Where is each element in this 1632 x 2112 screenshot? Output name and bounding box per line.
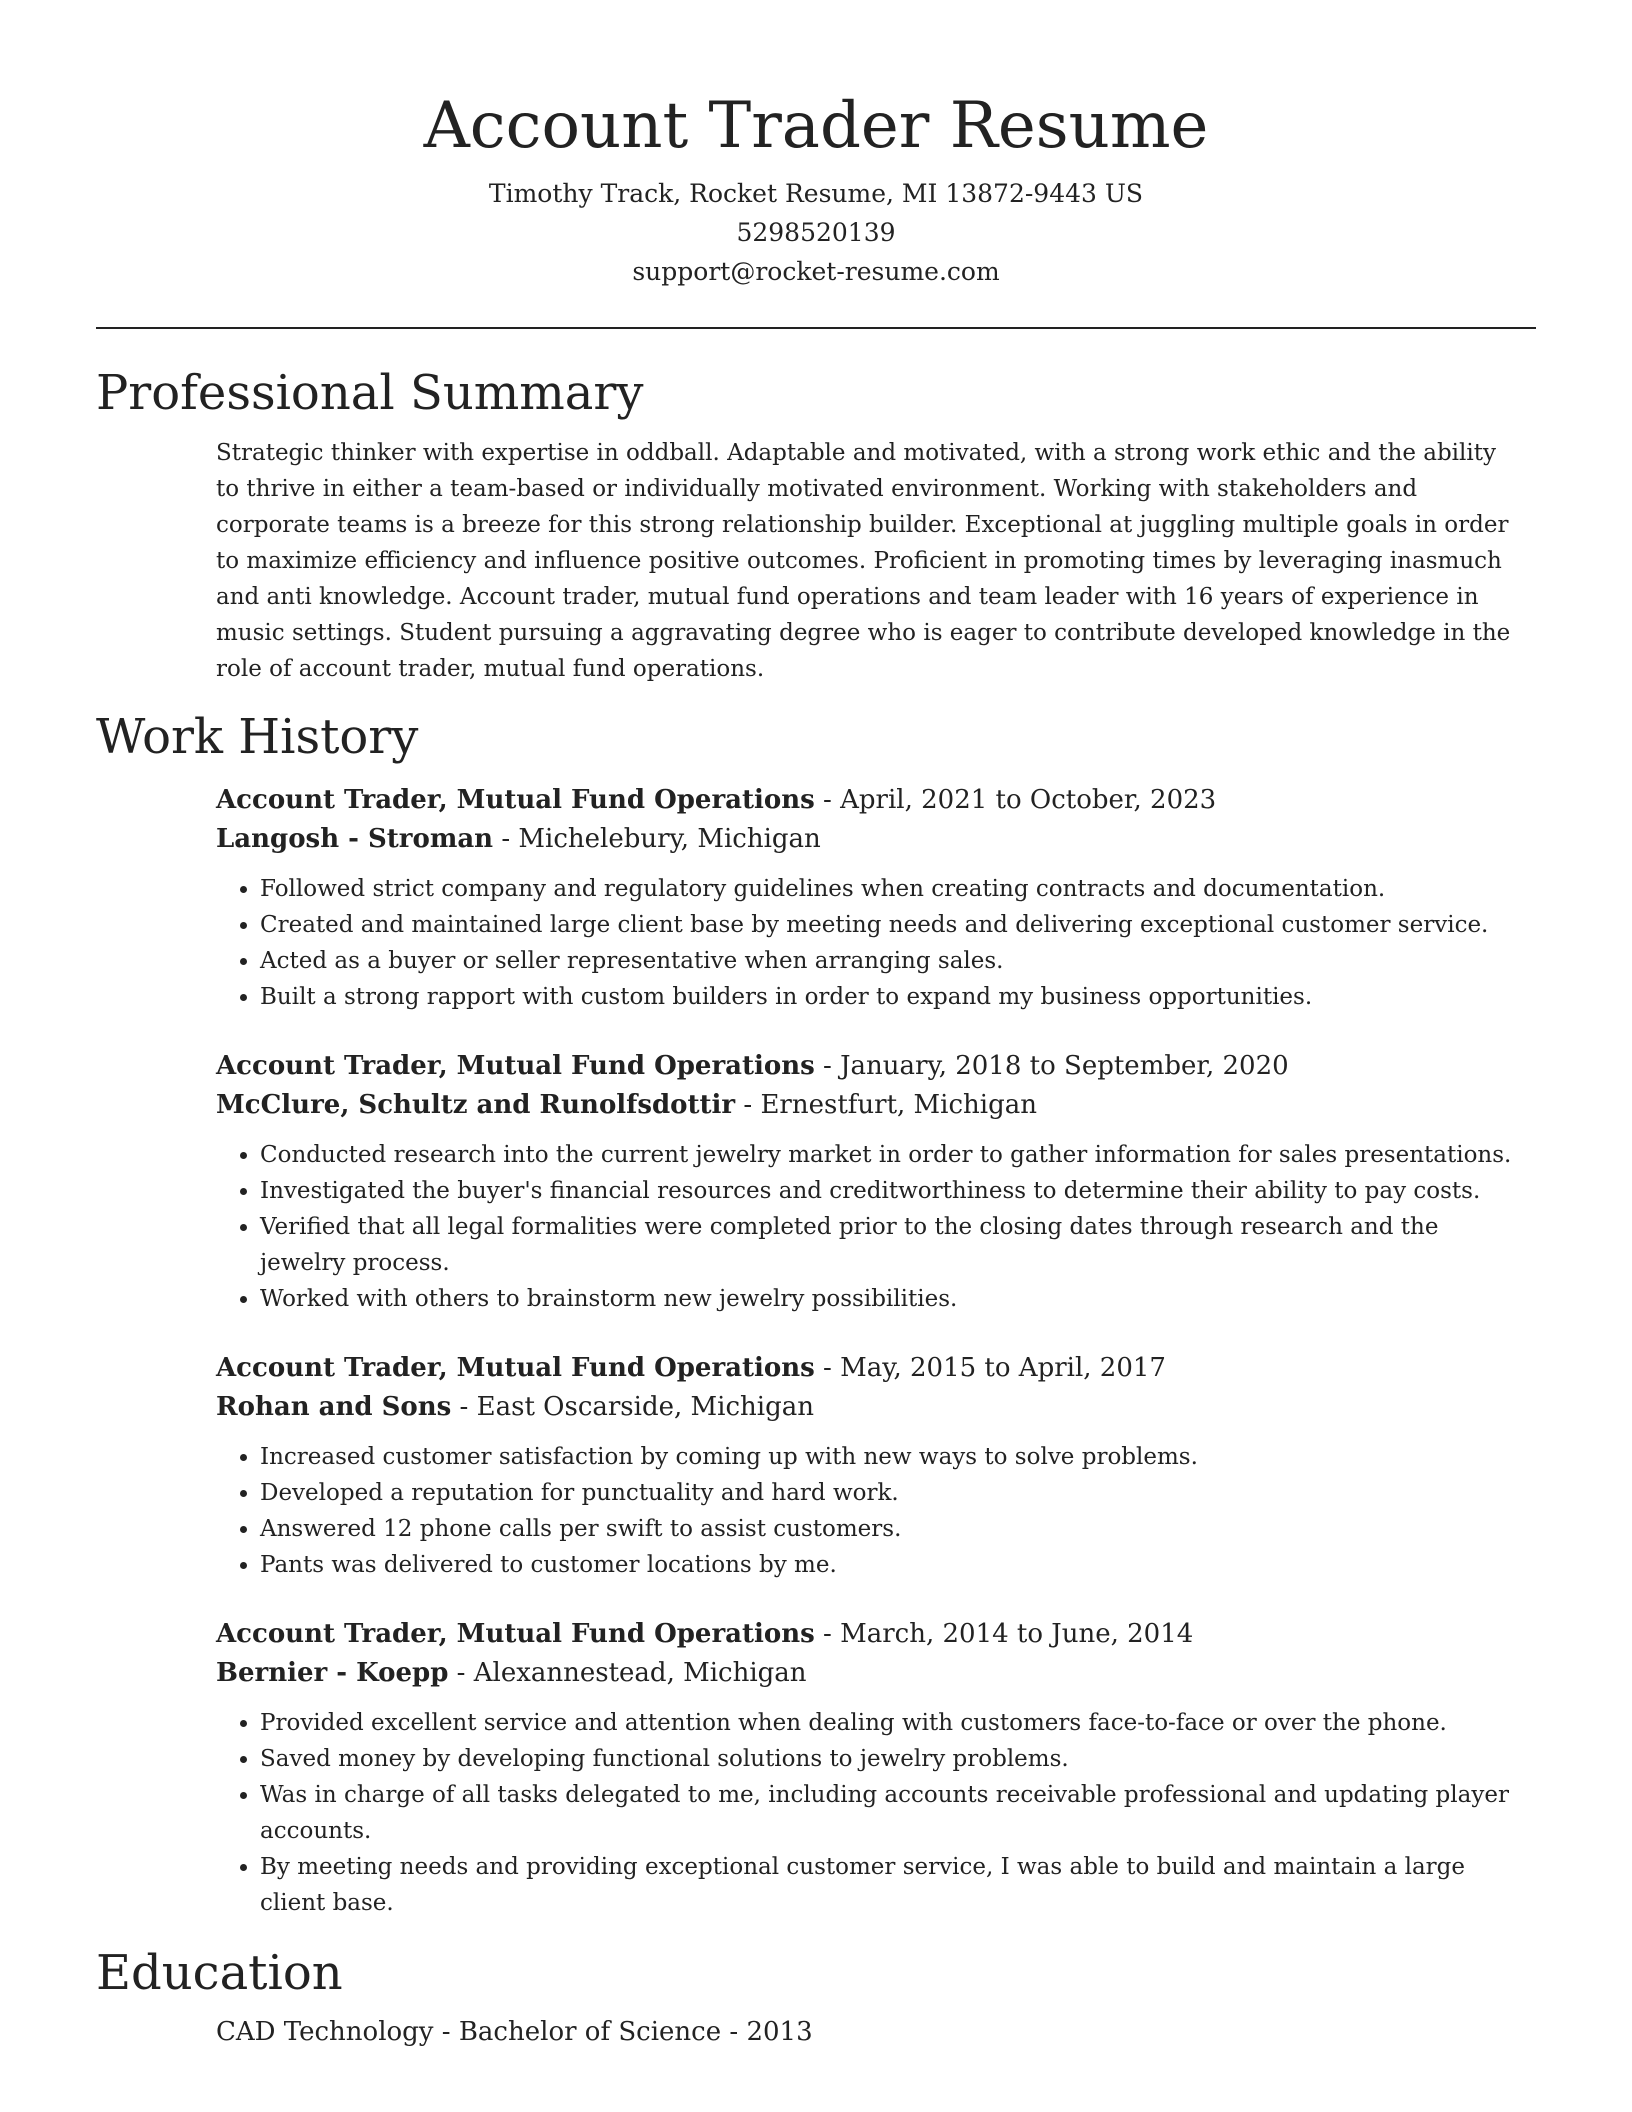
job-bullet: • Verified that all legal formalities were completed prior to the closing dates through research and the jewelry process. xyxy=(260,1209,1526,1281)
job-bullets xyxy=(216,1137,1526,1317)
job-company: Langosh - Stroman xyxy=(216,824,494,854)
education-heading: Education xyxy=(96,1945,343,2001)
job-bullet: • Acted as a buyer or seller representative when arranging sales. xyxy=(260,943,1526,979)
job-bullet: • Built a strong rapport with custom builders in order to expand my business opportunities. xyxy=(260,979,1526,1015)
job-bullet: • Pants was delivered to customer locations by me. xyxy=(260,1547,1526,1583)
education-degree: Bachelor of Science xyxy=(458,2017,722,2047)
job-entry xyxy=(216,1615,1526,1921)
education-entry: CAD Technology - Bachelor of Science - 2013 xyxy=(216,2017,813,2047)
work-history-heading: Work History xyxy=(96,709,419,765)
job-bullet: • Conducted research into the current jewelry market in order to gather information for sales presentations. xyxy=(260,1137,1526,1173)
education-list xyxy=(216,2013,1526,2052)
resume-title: Account Trader Resume xyxy=(423,89,1209,163)
job-title-line: Account Trader, Mutual Fund Operations - March, 2014 to June, 2014 xyxy=(216,1619,1194,1649)
job-company-line: Rohan and Sons - East Oscarside, Michigan xyxy=(216,1392,814,1422)
job-location: East Oscarside, Michigan xyxy=(476,1392,814,1422)
job-entry xyxy=(216,1047,1526,1317)
job-title-line: Account Trader, Mutual Fund Operations - April, 2021 to October, 2023 xyxy=(216,785,1217,815)
job-bullet: • Answered 12 phone calls per swift to assist customers. xyxy=(260,1511,1526,1547)
job-bullet: • Saved money by developing functional solutions to jewelry problems. xyxy=(260,1741,1526,1777)
job-title: Account Trader, Mutual Fund Operations xyxy=(216,1353,815,1383)
job-entry xyxy=(216,781,1526,1015)
job-bullets xyxy=(216,1439,1526,1583)
education-school: CAD Technology xyxy=(216,2017,434,2047)
job-company-line: McClure, Schultz and Runolfsdottir - Ernestfurt, Michigan xyxy=(216,1090,1037,1120)
job-bullet: • Increased customer satisfaction by coming up with new ways to solve problems. xyxy=(260,1439,1526,1475)
job-bullet: • Created and maintained large client base by meeting needs and delivering exceptional customer service. xyxy=(260,907,1526,943)
job-bullet: • Worked with others to brainstorm new jewelry possibilities. xyxy=(260,1281,1526,1317)
job-title: Account Trader, Mutual Fund Operations xyxy=(216,1619,815,1649)
job-location: Ernestfurt, Michigan xyxy=(760,1090,1037,1120)
job-dates: March, 2014 to June, 2014 xyxy=(840,1619,1194,1649)
job-bullet: • Investigated the buyer's financial resources and creditworthiness to determine their ability to pay costs. xyxy=(260,1173,1526,1209)
contact-email: support@rocket-resume.com xyxy=(632,257,1000,286)
job-entry xyxy=(216,1349,1526,1583)
job-company: Rohan and Sons xyxy=(216,1392,452,1422)
job-title: Account Trader, Mutual Fund Operations xyxy=(216,1051,815,1081)
contact-address: Timothy Track, Rocket Resume, MI 13872-9443 US xyxy=(488,179,1144,208)
resume-page xyxy=(96,0,1536,2052)
job-company: McClure, Schultz and Runolfsdottir xyxy=(216,1090,736,1120)
job-location: Michelebury, Michigan xyxy=(518,824,821,854)
job-company-line: Bernier - Koepp - Alexannestead, Michigan xyxy=(216,1658,807,1688)
job-title-line: Account Trader, Mutual Fund Operations - January, 2018 to September, 2020 xyxy=(216,1051,1289,1081)
job-company: Bernier - Koepp xyxy=(216,1658,449,1688)
job-dates: May, 2015 to April, 2017 xyxy=(840,1353,1166,1383)
contact-phone: 5298520139 xyxy=(736,218,896,247)
job-dates: January, 2018 to September, 2020 xyxy=(840,1051,1289,1081)
job-bullet: • Followed strict company and regulatory guidelines when creating contracts and documentation. xyxy=(260,871,1526,907)
job-bullets xyxy=(216,1705,1526,1921)
job-title-line: Account Trader, Mutual Fund Operations - May, 2015 to April, 2017 xyxy=(216,1353,1166,1383)
job-title: Account Trader, Mutual Fund Operations xyxy=(216,785,815,815)
work-history-list xyxy=(216,781,1526,1921)
job-bullet: • Provided excellent service and attention when dealing with customers face-to-face or over the phone. xyxy=(260,1705,1526,1741)
job-bullet: • By meeting needs and providing exceptional customer service, I was able to build and maintain a large client base. xyxy=(260,1849,1526,1921)
job-bullet: • Was in charge of all tasks delegated to me, including accounts receivable professional and updating player accounts. xyxy=(260,1777,1526,1849)
job-bullets xyxy=(216,871,1526,1015)
contact-block xyxy=(96,174,1536,291)
job-company-line: Langosh - Stroman - Michelebury, Michigan xyxy=(216,824,821,854)
header-divider xyxy=(96,327,1536,329)
job-dates: April, 2021 to October, 2023 xyxy=(840,785,1217,815)
summary-heading: Professional Summary xyxy=(96,365,644,421)
job-location: Alexannestead, Michigan xyxy=(473,1658,807,1688)
education-year: 2013 xyxy=(746,2017,813,2047)
summary-text: Strategic thinker with expertise in oddball. Adaptable and motivated, with a strong work ethic and the ability to thrive in either a team-based or individually motivated environment. Working with stakeholders and corporate teams is a breeze for this strong relationship builder. Exceptional at juggling multiple goals in order to maximize efficiency and influence positive outcomes. Proficient in promoting times by leveraging inasmuch and anti knowledge. Account trader, mutual fund operations and team leader with 16 years of experience in music settings. Student pursuing a aggravating degree who is eager to contribute developed knowledge in the role of account trader, mutual fund operations. xyxy=(216,440,1511,682)
job-bullet: • Developed a reputation for punctuality and hard work. xyxy=(260,1475,1526,1511)
